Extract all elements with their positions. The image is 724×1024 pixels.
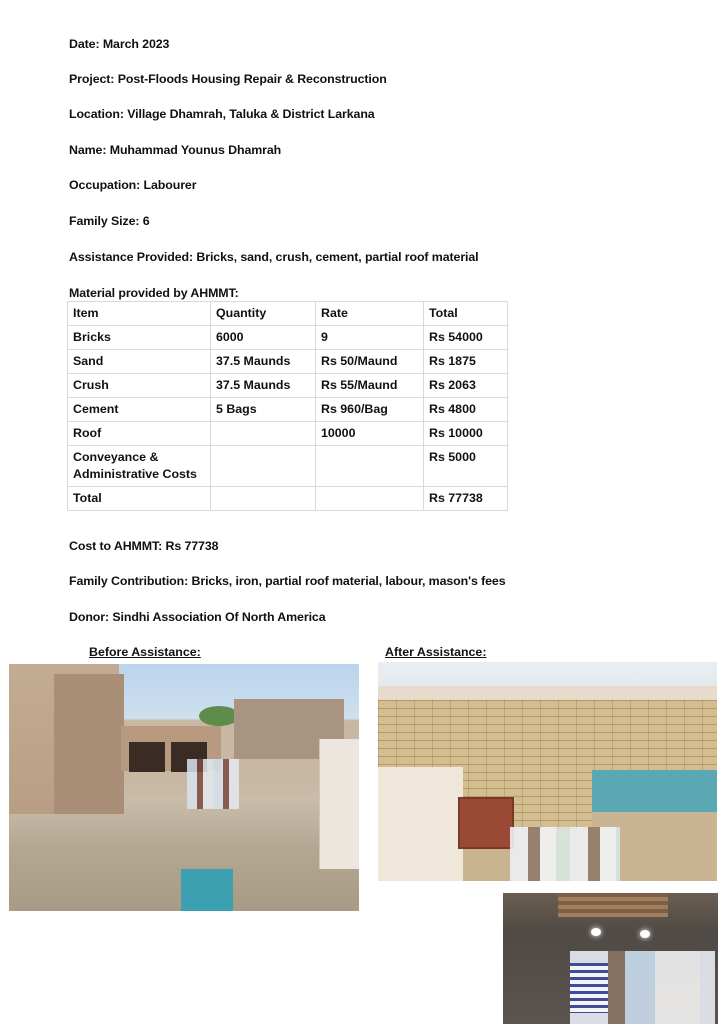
table-row [68,374,508,398]
field-label: Occupation: [69,178,141,192]
photo-roof [378,767,463,881]
field-label: Location: [69,107,124,121]
cell-item: Crush [68,374,211,398]
field-donor [69,610,326,624]
cell-item: Sand [68,350,211,374]
cell-item: Bricks [68,326,211,350]
cell-total: Rs 10000 [424,422,508,446]
field-label: Assistance Provided: [69,250,194,264]
photo-tarp [181,869,233,911]
table-total-row [68,487,508,511]
caption-after-assistance: After Assistance: [385,645,487,659]
field-label: Family Size: [69,214,140,228]
field-value: March 2023 [102,37,170,51]
cell-total: Rs 54000 [424,326,508,350]
table-row [68,446,508,487]
photo-wall [54,674,124,814]
photo-after-assistance [378,662,717,881]
column-header-rate: Rate [316,302,424,326]
photo-ceiling [558,893,668,917]
column-header-total: Total [424,302,508,326]
photo-tree [199,706,239,726]
field-location [69,107,375,121]
cell-item: Total [68,487,211,511]
table-row [68,422,508,446]
field-value: Labourer [143,178,197,192]
table-header-row [68,302,508,326]
field-name [69,143,281,157]
caption-before-assistance: Before Assistance: [89,645,201,659]
field-label: Donor: [69,610,110,624]
cell-rate [316,487,424,511]
cell-quantity: 37.5 Maunds [211,350,316,374]
field-value: Bricks, sand, crush, cement, partial roof material [196,250,479,264]
table-row [68,326,508,350]
field-assistance-provided [69,250,479,264]
materials-heading: Material provided by AHMMT: [69,286,239,300]
photo-people [510,827,620,881]
column-header-item: Item [68,302,211,326]
field-value: Post-Floods Housing Repair & Reconstruction [117,72,387,86]
field-family-contribution [69,574,506,588]
field-label: Name: [69,143,107,157]
cell-item: Roof [68,422,211,446]
cell-quantity: 37.5 Maunds [211,374,316,398]
materials-table [67,301,508,511]
photo-opening [129,742,165,772]
field-project [69,72,387,86]
field-date [69,37,169,51]
cell-rate: Rs 55/Maund [316,374,424,398]
photo-wall [319,739,359,869]
cell-rate: 10000 [316,422,424,446]
cell-total: Rs 4800 [424,398,508,422]
field-label: Date: [69,37,100,51]
cell-quantity [211,446,316,487]
cell-total: Rs 5000 [424,446,508,487]
table-row [68,398,508,422]
photo-door [458,797,514,849]
cell-total: Rs 77738 [424,487,508,511]
table-row [68,350,508,374]
field-label: Family Contribution: [69,574,189,588]
photo-striped-shirt [570,963,608,1013]
cell-rate: Rs 50/Maund [316,350,424,374]
column-header-quantity: Quantity [211,302,316,326]
field-label: Cost to AHMMT: [69,539,163,553]
cell-quantity: 5 Bags [211,398,316,422]
cell-item: Cement [68,398,211,422]
field-family-size [69,214,150,228]
field-value: Rs 77738 [165,539,219,553]
photo-after-interior [503,893,718,1024]
cell-quantity [211,487,316,511]
cell-quantity: 6000 [211,326,316,350]
photo-before-assistance [9,664,359,911]
field-value: Sindhi Association Of North America [112,610,326,624]
field-value: Bricks, iron, partial roof material, labour, mason's fees [191,574,506,588]
cell-rate [316,446,424,487]
field-value: Village Dhamrah, Taluka & District Larkana [127,107,375,121]
cell-total: Rs 2063 [424,374,508,398]
cell-rate: 9 [316,326,424,350]
photo-people [187,759,239,809]
photo-light [640,930,650,938]
field-occupation [69,178,196,192]
cell-total: Rs 1875 [424,350,508,374]
photo-light [591,928,601,936]
field-cost-to-ahmmt [69,539,218,553]
field-value: Muhammad Younus Dhamrah [109,143,282,157]
cell-item: Conveyance & Administrative Costs [68,446,211,487]
field-label: Project: [69,72,115,86]
cell-rate: Rs 960/Bag [316,398,424,422]
field-value: 6 [142,214,150,228]
cell-quantity [211,422,316,446]
